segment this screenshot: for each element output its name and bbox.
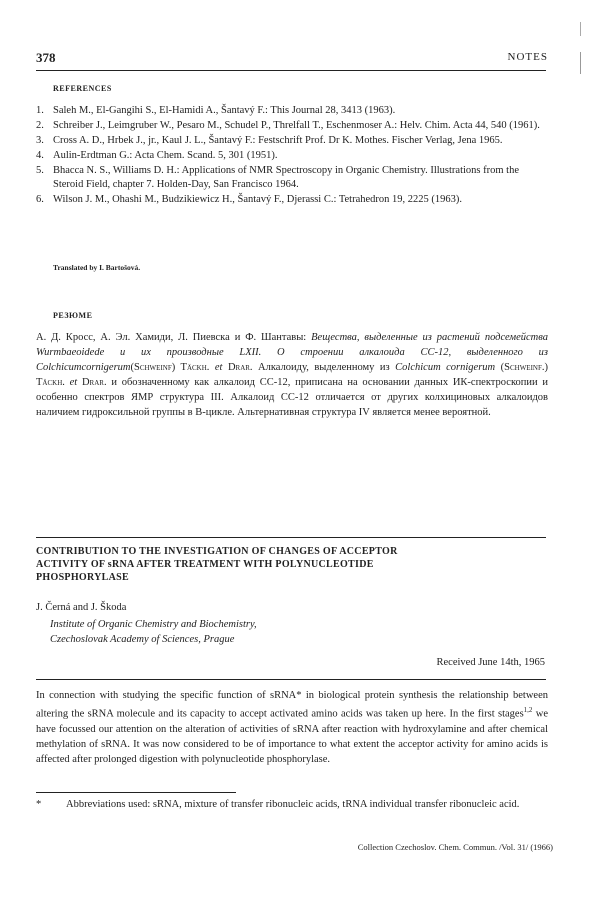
affiliation-line: Institute of Organic Chemistry and Biochemistry, — [50, 619, 257, 630]
resume-heading: РЕЗЮМЕ — [53, 311, 93, 320]
reference-item — [36, 193, 548, 207]
resume-et: et — [69, 377, 78, 388]
resume-authority: Drar. — [77, 377, 107, 388]
resume-et: et — [214, 362, 223, 373]
body-text: we have focussed our attention on the alteration of activities of sRNA after reaction with hydroxylamine and after chemical methylation of sRNA. It was now considered to be of importance to what extent the acceptor activity for amino acids is affected after prolonged digestion with polynucleotide phosphorylase. — [36, 708, 548, 765]
footnote-rule — [36, 792, 236, 793]
received-date: Received June 14th, 1965 — [436, 657, 545, 668]
resume-text: Алкалоиду, выделенному из — [252, 362, 396, 373]
references-heading: REFERENCES — [53, 84, 112, 93]
reference-item — [36, 134, 548, 148]
reference-item — [36, 104, 548, 118]
edge-mark — [580, 52, 581, 74]
resume-species: Colchicum cornigerum — [395, 362, 496, 373]
body-rule — [36, 679, 546, 680]
reference-number: 4. — [36, 150, 44, 161]
footnote-text: Abbreviations used: sRNA, mixture of transfer ribonucleic acids, tRNA individual transfer ribonucleic acid. — [66, 799, 520, 810]
footnote-marker: * — [36, 799, 42, 810]
resume-authors: А. Д. Кросс, А. Эл. Хамиди, Л. Пиевска и Ф. Шантавы: — [36, 332, 312, 343]
resume-paragraph — [36, 330, 548, 420]
page-number: 378 — [36, 50, 56, 65]
reference-text: Saleh M., El-Gangihi S., El-Hamidi A., Šantavý F.: This Journal 28, 3413 (1963). — [53, 105, 396, 116]
reference-number: 2. — [36, 120, 44, 131]
reference-text: Aulin-Erdtman G.: Acta Chem. Scand. 5, 301 (1951). — [53, 150, 278, 161]
reference-item — [36, 164, 548, 192]
reference-item — [36, 119, 548, 133]
reference-number: 6. — [36, 194, 44, 205]
reference-item — [36, 149, 548, 163]
reference-number: 3. — [36, 135, 44, 146]
translator-note: Translated by I. Bartošová. — [53, 263, 141, 272]
reference-list — [36, 104, 548, 208]
reference-text: Cross A. D., Hrbek J., jr., Kaul J. L., Šantavý F.: Festschrift Prof. Dr K. Mothes. Fischer Verlag, Jena 1965. — [53, 135, 503, 146]
reference-text: Schreiber J., Leimgruber W., Pesaro M., Schudel P., Threlfall T., Eschenmoser A.: Helv. Chim. Acta 44, 540 (1961). — [53, 120, 540, 131]
resume-text: и обозначенному как алкалоид CC-12, приписана на основании данных ИК-спектроскопии и особенно спектров ЯМР структура III. Алкалоид CC-12 отличается от других колхициновых алкалоидов наличием гидроксильной группы в B-цикле. Альтернативная структура IV является менее вероятной. — [36, 377, 548, 418]
article-body — [36, 688, 548, 767]
body-text: In connection with studying the specific function of sRNA* in biological protein synthesis the relationship between altering the sRNA molecule and its capacity to accept activated amino acids was taken up here. In the first stages — [36, 690, 548, 720]
reference-text: Bhacca N. S., Williams D. H.: Applications of NMR Spectroscopy in Organic Chemistry. Illustrations from the Steroid Field, chapter 7. Holden-Day, San Francisco 1964. — [53, 165, 519, 190]
reference-number: 5. — [36, 165, 44, 176]
affiliation-line: Czechoslovak Academy of Sciences, Prague — [50, 634, 235, 645]
reference-number: 1. — [36, 105, 44, 116]
reference-text: Wilson J. M., Ohashi M., Budzikiewicz H., Šantavý F., Djerassi C.: Tetrahedron 19, 2225 (1963). — [53, 194, 463, 205]
resume-authority: (Schweinf) — [130, 362, 176, 373]
section-rule — [36, 537, 546, 538]
resume-authority: Täckh. — [175, 362, 215, 373]
page-header — [36, 50, 548, 68]
header-rule — [36, 70, 546, 71]
citation-superscript: 1,2 — [523, 706, 533, 714]
article-affiliation — [50, 617, 257, 647]
journal-footer: Collection Czechoslov. Chem. Commun. /Vol. 31/ (1966) — [357, 842, 553, 852]
article-title: CONTRIBUTION TO THE INVESTIGATION OF CHANGES OF ACCEPTOR ACTIVITY OF sRNA AFTER TREATMENT WITH POLYNUCLEOTIDE PHOSPHORYLASE — [36, 546, 398, 583]
edge-mark — [580, 22, 581, 36]
footnote — [36, 797, 548, 812]
resume-title: Вещества, выделенные из растений подсемейства Wurmbaeoidede и их производные LXII. О строении алкалоида CC-12, выделенного из Colchicumcornigerum — [36, 332, 548, 373]
running-title: NOTES — [507, 51, 548, 63]
article-authors: J. Černá and J. Škoda — [36, 602, 127, 613]
resume-authority: (Schweinf.) Täckh. — [36, 362, 548, 388]
resume-authority: Drar. — [222, 362, 253, 373]
